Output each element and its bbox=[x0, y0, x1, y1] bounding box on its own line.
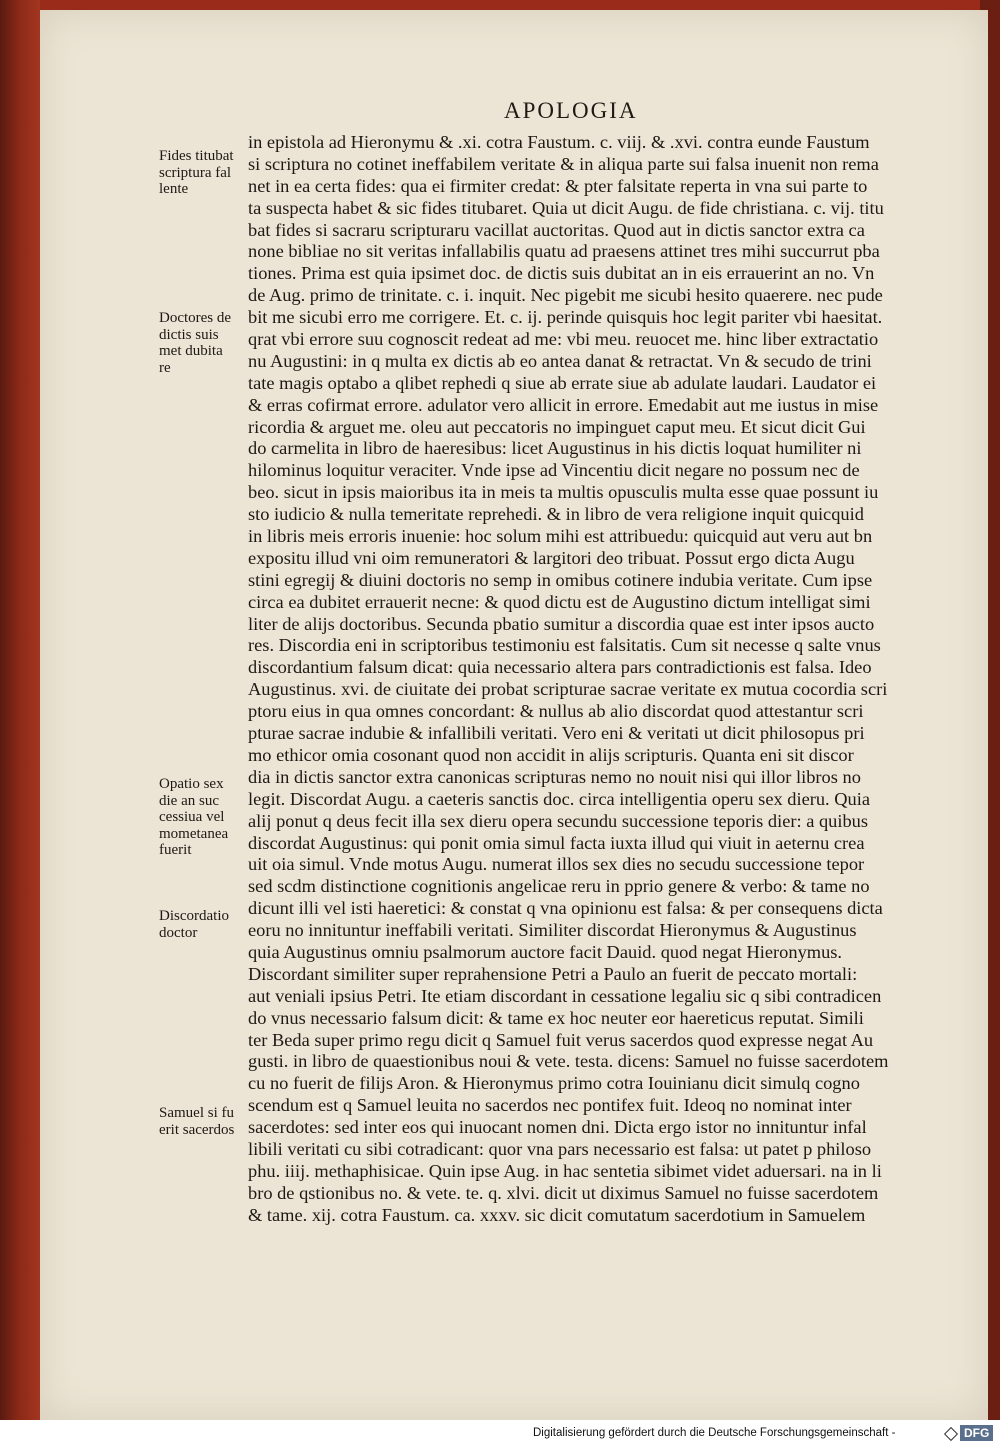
text-line: bro de qstionibus no. & vete. te. q. xlvi. dicit ut diximus Samuel no fuisse sacerdotem bbox=[248, 1182, 879, 1203]
margin-note-line: Opatio sex bbox=[159, 776, 224, 792]
text-line: discordat Augustinus: qui ponit omia simul facta iuxta illud qui viuit in aeternu crea bbox=[248, 832, 865, 853]
text-line: none bibliae no sit veritas infallabilis quatu ad praesens attinet tres mihi succurrut pba bbox=[248, 241, 880, 262]
text-line: liter de alijs doctoribus. Secunda pbatio sumitur a discordia quae est inter ipsos aucto bbox=[248, 613, 875, 634]
text-line: eoru no innituntur ineffabili veritati. Similiter discordat Hieronymus & Augustinus bbox=[248, 920, 857, 941]
margin-note-line: Samuel si fu bbox=[159, 1105, 234, 1121]
text-line: pturae sacrae indubie & infallibili veritati. Vero eni & veritati ut dicit philosopus pri bbox=[248, 723, 865, 744]
text-line: ta suspecta habet & sic fides titubaret. Quia ut dicit Augu. de fide christiana. c. vij. titu bbox=[248, 197, 884, 218]
text-line: qrat vbi errore suu cognoscit redeat ad me: vbi meu. reuocet me. hinc liber extractatio bbox=[248, 329, 879, 350]
text-line: & tame. xij. cotra Faustum. ca. xxxv. sic dicit comutatum sacerdotium in Samuelem bbox=[248, 1204, 866, 1225]
text-line: & erras cofirmat errore. adulator vero allicit in errore. Emedabit aut me iustus in mise bbox=[248, 394, 879, 415]
text-line: bit me sicubi erro me corrigere. Et. c. ij. perinde quisquis hoc legit pariter vbi haesitat. bbox=[248, 307, 883, 328]
margin-note-line: die an suc bbox=[159, 792, 219, 809]
text-line: quia Augustinus omniu psalmorum auctore facit Dauid. quod negat Hieronymus. bbox=[248, 941, 843, 962]
dfg-logo: DFG bbox=[960, 1425, 993, 1441]
text-line: bat fides si sacraru scripturaru vacillat auctoritas. Quod aut in dictis sanctor extra ca bbox=[248, 219, 865, 240]
margin-note-line: Fides titubat bbox=[159, 148, 234, 164]
text-line: Augustinus. xvi. de ciuitate dei probat scripturae sacrae veritate ex mutua cocordia scri bbox=[248, 679, 888, 700]
text-line: expositu illud vni oim remuneratori & largitori deo tribuat. Possut ergo dicta Augu bbox=[248, 547, 855, 568]
text-line: Discordant similiter super reprahensione Petri a Paulo an fuerit de peccato mortali: bbox=[248, 963, 858, 984]
margin-note-line: re bbox=[159, 359, 171, 376]
main-text-column bbox=[248, 132, 930, 1227]
text-line: ricordia & arguet me. oleu aut peccatoris no impinguet caput meu. Et sicut dicit Gui bbox=[248, 416, 866, 437]
margin-note-line: met dubita bbox=[159, 343, 223, 359]
text-line: in epistola ad Hieronymu & .xi. cotra Faustum. c. viij. & .xvi. contra eunde Faustum bbox=[248, 132, 870, 152]
text-line: aut veniali ipsius Petri. Ite etiam discordant in cessatione legaliu sic q sibi contradicen bbox=[248, 985, 882, 1006]
text-line: libili veritati cu sibi cotradicant: quor vna pars necessario est falsa: ut patet p philoso bbox=[248, 1138, 872, 1159]
dfg-diamond-icon bbox=[944, 1427, 958, 1441]
margin-note-line: Discordatio bbox=[159, 908, 229, 924]
text-line: phu. iiij. methaphisicae. Quin ipse Aug. in hac sentetia sibimet videt aduersari. na in li bbox=[248, 1160, 882, 1181]
text-line: hilominus loquitur veraciter. Vnde ipse ad Vincentiu dicit negare no possum nec de bbox=[248, 460, 860, 481]
text-line: tate magis optabo a qlibet rephedi q siue ab errate siue ab adulate laudari. Laudator ei bbox=[248, 372, 877, 393]
text-line: in libris meis erroris inuenie: hoc solum mihi est attribuedu: quicquid aut veru aut bn bbox=[248, 526, 873, 547]
margin-note-line: scriptura fal bbox=[159, 164, 232, 181]
text-line: sed scdm distinctione cognitionis angelicae reru in pprio genere & verbo: & tame no bbox=[248, 876, 870, 897]
text-line: legit. Discordat Augu. a caeteris sanctis doc. circa intelligentia operu sex dieru. Quia bbox=[248, 788, 871, 809]
text-line: gusti. in libro de quaestionibus noui & vete. testa. dicens: Samuel no fuisse sacerdotem bbox=[248, 1051, 889, 1072]
text-line: circa ea dubitet errauerit necne: & quod dictu est de Augustino dictum intelligat simi bbox=[248, 591, 871, 612]
margin-note bbox=[159, 1105, 251, 1138]
text-line: discordantium falsum dicat: quia necessario altera pars contradictionis est falsa. Ideo bbox=[248, 657, 872, 678]
text-line: beo. sicut in ipsis maioribus ita in meis ta multis opusculis multa esse quae possunt iu bbox=[248, 482, 879, 503]
margin-note bbox=[159, 776, 251, 859]
margin-note-line: Doctores de bbox=[159, 310, 232, 326]
text-line: scendum est q Samuel leuita no sacerdos nec pontifex fuit. Ideoq no nominat inter bbox=[248, 1095, 852, 1116]
margin-note bbox=[159, 310, 251, 376]
margin-note-line: cessiua vel bbox=[159, 809, 225, 825]
margin-note-line: dictis suis bbox=[159, 326, 219, 343]
text-line: ptoru eius in qua omnes concordant: & nullus ab alio discordat quod attestantur scri bbox=[248, 701, 864, 722]
footer-credit: Digitalisierung gefördert durch die Deutsche Forschungsgemeinschaft - bbox=[533, 1427, 896, 1439]
margin-note-line: mometanea bbox=[159, 825, 229, 842]
text-line: de Aug. primo de trinitate. c. i. inquit. Nec pigebit me sicubi hesito quaerere. nec pude bbox=[248, 285, 883, 306]
margin-note-line: erit sacerdos bbox=[159, 1121, 235, 1138]
margin-note-line: doctor bbox=[159, 924, 198, 941]
text-line: sacerdotes: sed inter eos qui inuocant nomen dni. Dicta ergo istor no innituntur infal bbox=[248, 1117, 867, 1138]
text-line: uit oia simul. Vnde motus Augu. numerat illos sex dies no secudu successione tepor bbox=[248, 854, 865, 875]
text-line: do vnus necessario falsum dicit: & tame ex hoc neuter eor haereticus reputat. Simili bbox=[248, 1007, 864, 1028]
text-line: tiones. Prima est quia ipsimet doc. de dictis suis dubitat an in eis errauerint an no. Vn bbox=[248, 263, 875, 284]
text-line: sto iudicio & nulla temeritate reprehedi. & in libro de vera religione inquit quicquid bbox=[248, 504, 864, 525]
text-line: mo ethicor omia cosonant quod non accidit in alijs scripturis. Quanta eni sit discor bbox=[248, 744, 854, 765]
text-line: nu Augustini: in q multa ex dictis ab eo antea danat & retractat. Vn & secudo de trini bbox=[248, 350, 872, 371]
text-line: do carmelita in libro de haeresibus: licet Augustinus in his dictis loquat humiliter ni bbox=[248, 438, 862, 459]
scan-edge-left bbox=[0, 0, 40, 1448]
footer-bar bbox=[0, 1420, 1000, 1448]
margin-note bbox=[159, 148, 251, 198]
text-line: dicunt illi vel isti haeretici: & constat q vna opinionu est falsa: & per consequens dicta bbox=[248, 898, 883, 919]
text-line: net in ea certa fides: qua ei firmiter credat: & pter falsitate reperta in vna sui parte to bbox=[248, 175, 868, 196]
margin-note-line: lente bbox=[159, 181, 189, 197]
text-line: stini egregij & diuini doctoris no semp in omibus cotinere indubia veritate. Cum ipse bbox=[248, 569, 873, 590]
margin-note-line: fuerit bbox=[159, 842, 192, 858]
text-line: res. Discordia eni in scriptoribus testimoniu est falsitatis. Cum sit necesse q salte vnus bbox=[248, 635, 881, 656]
margin-note bbox=[159, 908, 251, 941]
text-line: cu no fuerit de filijs Aron. & Hieronymus primo cotra Iouinianu dicit simulq cogno bbox=[248, 1073, 860, 1094]
running-header: APOLOGIA bbox=[504, 98, 638, 123]
text-line: si scriptura no cotinet ineffabilem veritate & in aliqua parte sui falsa inuenit non rema bbox=[248, 153, 879, 174]
text-line: alij ponut q deus fecit illa sex dieru opera secundu successione teporis dier: a quibus bbox=[248, 810, 869, 831]
text-line: dia in dictis sanctor extra canonicas scripturas nemo no nouit nisi qui illor libros no bbox=[248, 766, 861, 787]
text-line: ter Beda super primo regu dicit q Samuel fuit verus sacerdos quod expresse negat Au bbox=[248, 1029, 874, 1050]
